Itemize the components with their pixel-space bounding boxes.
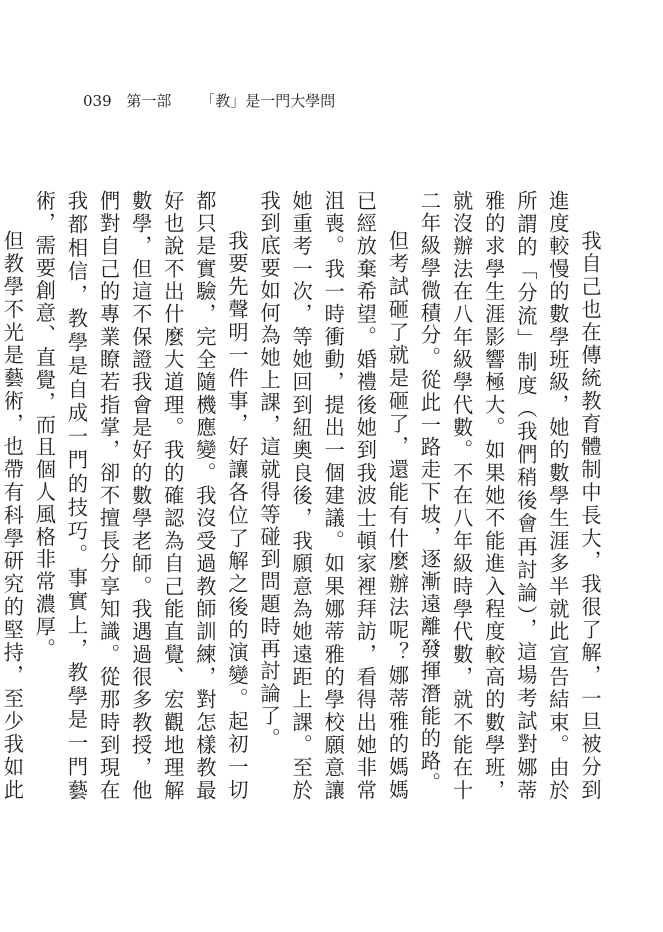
vertical-text-body xyxy=(0,190,606,802)
paragraph-1: 我自己也在傳統教育體制中長大，我很了解，一旦被分到進度較慢的數學班級，她的數學生涯多半就此宣告結束。由於所謂的「分流」制度（我們稍後會再討論），這場考試對娜蒂雅的求學生涯影響極大。如果她不能進入程度較高的數學班，就沒辦法在八年級學代數。不在八年級時學代數，就不能在十二年級學微積分。從此一路走下坡，逐漸遠離發揮潛能的路。 xyxy=(417,190,602,802)
chapter-title: 「教」是一門大學問 xyxy=(200,92,336,110)
paragraph-3: 我要先聲明一件事，好讓各位了解之後的演變。起初一切都只是實驗，完全隨機應變。我沒受過教師訓練，對怎樣教最好也說不出什麼大道理。我的確認為自己能直覺、宏觀地理解數學，但這不保證我會是好的數學老師。我遇過很多教授，他們對自己的專業瞭若指掌，卻不擅長分享知識。從那時到現在我都相信，教學是自成一門的技巧。事實上，教學是一門藝術，需要創意、直覺，而且個人風格非常濃厚。 xyxy=(32,190,249,802)
running-head xyxy=(83,92,335,110)
part-label: 第一部 xyxy=(126,92,172,110)
page-number: 039 xyxy=(83,92,112,110)
paragraph-2: 但考試砸了就是砸了，還能有什麼辦法呢？娜蒂雅的媽媽已經放棄希望。婚禮後她到我波士頓家裡拜訪，看得出她非常沮喪。我一時衝動，提出一個建議。如果娜蒂雅的學校願意讓她重考一次，等她回到紐奧良後，我願意為她遠距上課。至於我到底要如何為她上課，這就得等碰到問題時再討論了。 xyxy=(257,190,410,802)
paragraph-4: 但教學不光是藝術，也帶有科學研究的堅持，至少我如此 xyxy=(0,230,25,802)
